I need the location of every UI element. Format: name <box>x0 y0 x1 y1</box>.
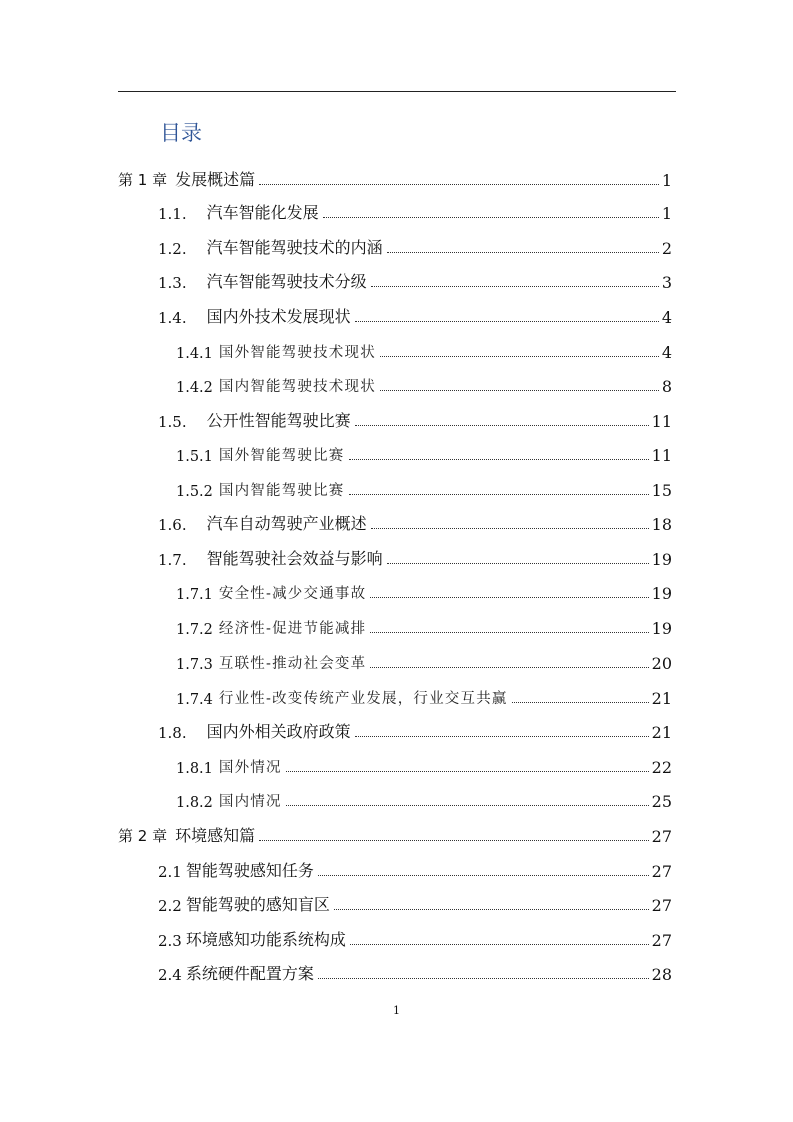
toc-entry-number: 1.7.1 <box>176 587 213 603</box>
toc-entry[interactable] <box>158 857 672 881</box>
toc-entry-label: 智能驾驶社会效益与影响 <box>206 549 383 568</box>
toc-entry-page: 27 <box>651 896 672 915</box>
dot-leader <box>370 597 648 598</box>
toc-entry-number: 1.7.2 <box>176 622 213 638</box>
toc-entry[interactable] <box>158 718 672 742</box>
dot-leader <box>355 321 659 322</box>
toc-entry[interactable] <box>118 166 672 190</box>
toc-entry-number: 1.4.1 <box>176 346 213 362</box>
dot-leader <box>318 978 649 979</box>
toc-entry[interactable] <box>158 510 672 534</box>
toc-entry[interactable] <box>158 960 672 984</box>
toc-entry-page: 4 <box>661 343 672 362</box>
toc-entry[interactable] <box>158 234 672 258</box>
toc-entry-number: 2.2 <box>158 897 182 915</box>
toc-entry-label: 发展概述篇 <box>175 170 256 189</box>
toc-entry-label: 汽车自动驾驶产业概述 <box>206 514 367 533</box>
dot-leader <box>318 875 649 876</box>
toc-entry-number: 1.3. <box>158 274 187 292</box>
toc-entry-number: 1.4. <box>158 309 187 327</box>
toc-entry[interactable] <box>176 338 672 362</box>
dot-leader <box>355 425 649 426</box>
toc-entry-label: 行业性-改变传统产业发展，行业交互共赢 <box>218 691 508 707</box>
toc-entry-page: 1 <box>661 204 672 223</box>
toc-entry-page: 19 <box>651 584 672 603</box>
dot-leader <box>380 390 659 391</box>
dot-leader <box>349 494 649 495</box>
toc-entry[interactable] <box>176 441 672 465</box>
toc-entry-page: 27 <box>651 931 672 950</box>
toc-entry-label: 汽车智能驾驶技术的内涵 <box>206 238 383 257</box>
toc-entry[interactable] <box>176 614 672 638</box>
toc-entry-label: 汽车智能驾驶技术分级 <box>206 272 367 291</box>
toc-entry-number: 1.5.1 <box>176 449 213 465</box>
toc-entry[interactable] <box>158 268 672 292</box>
toc-entry-label: 国内外技术发展现状 <box>206 307 351 326</box>
dot-leader <box>371 286 659 287</box>
toc-entry-number: 1.6. <box>158 516 187 534</box>
toc-entry-number: 2.4 <box>158 966 182 984</box>
toc-entry[interactable] <box>158 303 672 327</box>
toc-entry-page: 28 <box>651 965 672 984</box>
toc-entry-number: 1.4.2 <box>176 380 213 396</box>
toc-entry-label: 环境感知篇 <box>175 826 256 845</box>
dot-leader <box>387 563 649 564</box>
toc-entry-number: 1.7.4 <box>176 692 213 708</box>
toc-entry-page: 25 <box>651 792 672 811</box>
dot-leader <box>286 805 649 806</box>
dot-leader <box>334 909 649 910</box>
toc-entry-page: 27 <box>651 827 672 846</box>
toc-entry-label: 国内智能驾驶比赛 <box>218 483 345 499</box>
toc-entry-page: 15 <box>651 481 672 500</box>
dot-leader <box>286 771 649 772</box>
toc-entry-page: 11 <box>651 446 672 465</box>
toc-entry-label: 国外智能驾驶技术现状 <box>218 345 376 361</box>
dot-leader <box>371 528 649 529</box>
dot-leader <box>370 667 648 668</box>
dot-leader <box>512 702 649 703</box>
toc-entry-label: 国内智能驾驶技术现状 <box>218 379 376 395</box>
toc-entry-label: 国外情况 <box>218 760 282 776</box>
toc-entry[interactable] <box>158 926 672 950</box>
toc-entry-label: 国内情况 <box>218 794 282 810</box>
toc-entry-number: 2.1 <box>158 863 182 881</box>
dot-leader <box>350 944 649 945</box>
toc-entry-page: 20 <box>651 654 672 673</box>
toc-entry-page: 1 <box>661 171 672 190</box>
toc-title: 目录 <box>160 121 202 145</box>
dot-leader <box>380 356 659 357</box>
toc-entry-number: 第 1 章 <box>118 171 168 189</box>
toc-entry-page: 3 <box>661 273 672 292</box>
toc-entry-page: 19 <box>651 550 672 569</box>
toc-entry-page: 8 <box>661 377 672 396</box>
toc-entry-page: 21 <box>651 689 672 708</box>
dot-leader <box>259 840 649 841</box>
toc-entry-number: 1.7. <box>158 551 187 569</box>
toc-entry-number: 1.8.2 <box>176 795 213 811</box>
toc-entry-page: 18 <box>651 515 672 534</box>
toc-entry-page: 21 <box>651 723 672 742</box>
toc-entry-number: 1.7.3 <box>176 657 213 673</box>
toc-entry[interactable] <box>176 649 672 673</box>
toc-entry[interactable] <box>176 476 672 500</box>
toc-entry-label: 智能驾驶的感知盲区 <box>185 895 330 914</box>
toc-entry-number: 第 2 章 <box>118 827 168 845</box>
toc-entry-label: 智能驾驶感知任务 <box>185 861 314 880</box>
toc-entry[interactable] <box>176 372 672 396</box>
toc-entry[interactable] <box>176 787 672 811</box>
toc-entry[interactable] <box>158 199 672 223</box>
toc-entry-label: 安全性-减少交通事故 <box>218 586 367 602</box>
dot-leader <box>259 184 659 185</box>
toc-entry-page: 11 <box>651 412 672 431</box>
toc-entry[interactable] <box>176 579 672 603</box>
toc-entry-page: 27 <box>651 862 672 881</box>
toc-entry[interactable] <box>158 891 672 915</box>
toc-entry-label: 经济性-促进节能减排 <box>218 621 367 637</box>
toc-entry-label: 国外智能驾驶比赛 <box>218 448 345 464</box>
dot-leader <box>370 632 648 633</box>
toc-entry-label: 公开性智能驾驶比赛 <box>206 411 351 430</box>
dot-leader <box>349 459 649 460</box>
toc-entry-number: 1.8. <box>158 724 187 742</box>
dot-leader <box>387 252 659 253</box>
page-number: 1 <box>393 1004 400 1017</box>
toc-entry[interactable] <box>176 684 672 708</box>
toc-entry-number: 1.8.1 <box>176 761 213 777</box>
toc-entry-page: 4 <box>661 308 672 327</box>
toc-entry-number: 2.3 <box>158 932 182 950</box>
toc-entry[interactable] <box>176 753 672 777</box>
toc-entry-label: 环境感知功能系统构成 <box>185 930 346 949</box>
toc-entry-number: 1.5. <box>158 413 187 431</box>
toc-entry-page: 22 <box>651 758 672 777</box>
toc-entry[interactable] <box>158 407 672 431</box>
toc-entry[interactable] <box>118 822 672 846</box>
toc-entry-label: 互联性-推动社会变革 <box>218 656 367 672</box>
toc-entry-number: 1.1. <box>158 205 187 223</box>
toc-entry-page: 19 <box>651 619 672 638</box>
toc-entry-number: 1.5.2 <box>176 484 213 500</box>
toc-entry-number: 1.2. <box>158 240 187 258</box>
toc-entry-page: 2 <box>661 239 672 258</box>
dot-leader <box>355 736 649 737</box>
toc-entry-label: 汽车智能化发展 <box>206 203 319 222</box>
toc-entry[interactable] <box>158 545 672 569</box>
toc-entry-label: 国内外相关政府政策 <box>206 722 351 741</box>
toc-entry-label: 系统硬件配置方案 <box>185 964 314 983</box>
dot-leader <box>323 217 659 218</box>
